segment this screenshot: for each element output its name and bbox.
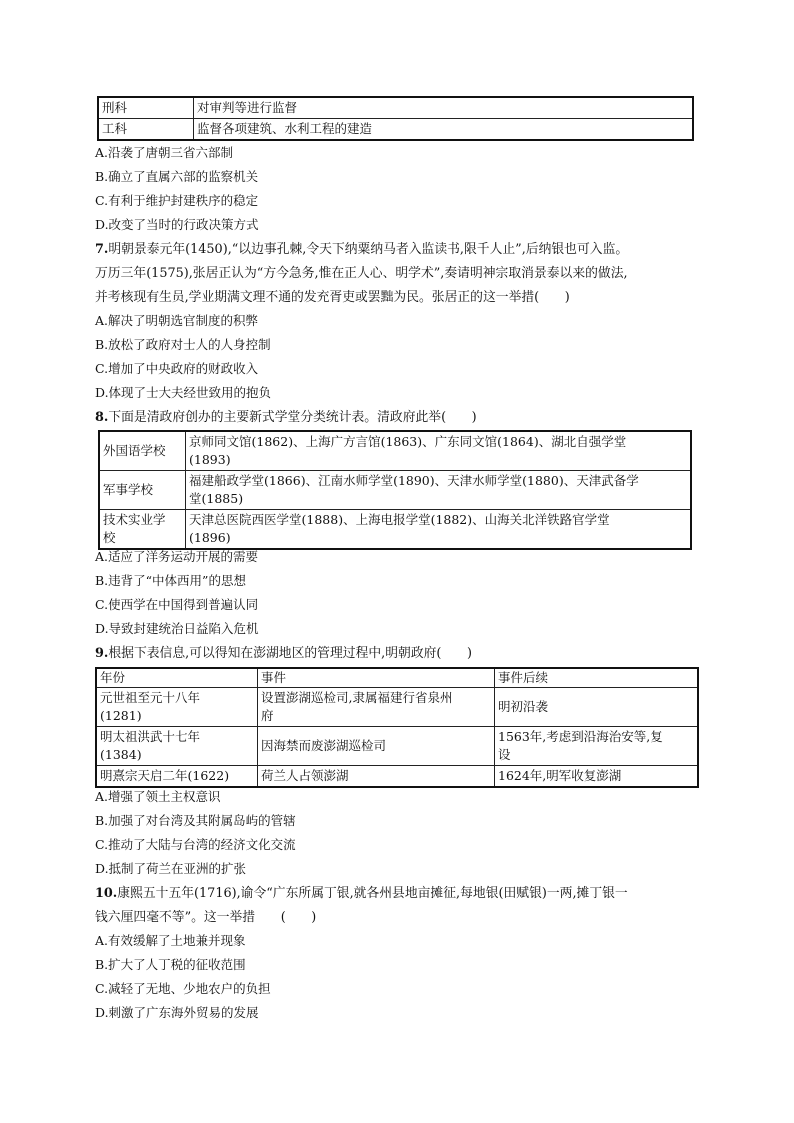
table-row [99, 431, 691, 471]
q6-option-d: D.改变了当时的行政决策方式 [95, 217, 259, 232]
table-cell-category: 外国语学校 [99, 431, 186, 471]
supervision-table [97, 96, 694, 141]
q7-option-a: A.解决了明朝选官制度的积弊 [95, 313, 259, 328]
table-cell-label: 工科 [98, 119, 194, 141]
q10-option-b: B.扩大了人丁税的征收范围 [95, 957, 246, 972]
penghu-table [95, 667, 699, 788]
table-cell-after: 1563年,考虑到沿海治安等,复 设 [495, 727, 699, 766]
q9-option-b: B.加强了对台湾及其附属岛屿的管辖 [95, 813, 296, 828]
q8-option-d: D.导致封建统治日益陷入危机 [95, 621, 259, 636]
table-row [96, 766, 698, 788]
table-cell-after: 明初沿袭 [495, 688, 699, 727]
q10-option-c: C.减轻了无地、少地农户的负担 [95, 981, 271, 996]
table-header: 年份 [96, 668, 258, 688]
question-number: 8. [95, 410, 109, 425]
question-number: 9. [95, 646, 109, 661]
table-cell-year: 元世祖至元十八年 (1281) [96, 688, 258, 727]
table-row [98, 97, 693, 119]
table-cell-after: 1624年,明军收复澎湖 [495, 766, 699, 788]
q8-option-a: A.适应了洋务运动开展的需要 [95, 549, 259, 564]
q7-option-d: D.体现了士大夫经世致用的抱负 [95, 385, 272, 400]
q10-stem-line-2: 钱六厘四毫不等”。这一举措 ( ) [95, 910, 317, 925]
table-cell-year: 明太祖洪武十七年 (1384) [96, 727, 258, 766]
table-header-row [96, 668, 698, 688]
table-cell-desc: 监督各项建筑、水利工程的建造 [194, 119, 694, 141]
table-cell-schools: 京师同文馆(1862)、上海广方言馆(1863)、广东同文馆(1864)、湖北自强学堂 (1893) [186, 431, 692, 471]
q7-option-c: C.增加了中央政府的财政收入 [95, 361, 259, 376]
q9-option-d: D.抵制了荷兰在亚洲的扩张 [95, 861, 247, 876]
q10-stem-line-1: 10.康熙五十五年(1716),谕令“广东所属丁银,就各州县地亩摊征,每地银(田赋银)一两,摊丁银一 [95, 886, 628, 901]
table-cell-year: 明熹宗天启二年(1622) [96, 766, 258, 788]
table-header: 事件 [258, 668, 495, 688]
table-row [96, 727, 698, 766]
table-row [99, 510, 691, 550]
q7-stem-line-1: 7.明朝景泰元年(1450),“以边事孔棘,令天下纳粟纳马者入监读书,限千人止”,后纳银也可入监。 [95, 242, 629, 257]
table-cell-desc: 对审判等进行监督 [194, 97, 694, 119]
question-number: 7. [95, 242, 109, 257]
q7-stem-line-3: 并考核现有生员,学业期满文理不通的发充胥吏或罢黜为民。张居正的这一举措( ) [95, 290, 570, 305]
table-cell-label: 刑科 [98, 97, 194, 119]
q9-stem: 9.根据下表信息,可以得知在澎湖地区的管理过程中,明朝政府( ) [95, 646, 472, 661]
table-row [96, 688, 698, 727]
table-cell-event: 设置澎湖巡检司,隶属福建行省泉州 府 [258, 688, 495, 727]
q9-option-c: C.推动了大陆与台湾的经济文化交流 [95, 837, 296, 852]
table-header: 事件后续 [495, 668, 699, 688]
q10-option-a: A.有效缓解了土地兼并现象 [95, 933, 246, 948]
q6-option-a: A.沿袭了唐朝三省六部制 [95, 145, 234, 160]
q8-option-c: C.使西学在中国得到普遍认同 [95, 597, 259, 612]
q7-stem-line-2: 万历三年(1575),张居正认为“方今急务,惟在正人心、明学术”,奏请明神宗取消景泰以来的做法, [95, 266, 628, 281]
table-cell-category: 技术实业学 校 [99, 510, 186, 550]
q6-option-c: C.有利于维护封建秩序的稳定 [95, 193, 259, 208]
table-cell-event: 因海禁而废澎湖巡检司 [258, 727, 495, 766]
q8-stem: 8.下面是清政府创办的主要新式学堂分类统计表。清政府此举( ) [95, 410, 477, 425]
q10-option-d: D.刺激了广东海外贸易的发展 [95, 1005, 259, 1020]
table-cell-schools: 福建船政学堂(1866)、江南水师学堂(1890)、天津水师学堂(1880)、天津武备学 堂(1885) [186, 471, 692, 510]
table-cell-category: 军事学校 [99, 471, 186, 510]
q9-option-a: A.增强了领土主权意识 [95, 789, 221, 804]
question-number: 10. [95, 886, 118, 901]
table-cell-schools: 天津总医院西医学堂(1888)、上海电报学堂(1882)、山海关北洋铁路官学堂 (1896) [186, 510, 692, 550]
q6-option-b: B.确立了直属六部的监察机关 [95, 169, 259, 184]
table-row [99, 471, 691, 510]
q7-option-b: B.放松了政府对士人的人身控制 [95, 337, 271, 352]
table-cell-event: 荷兰人占领澎湖 [258, 766, 495, 788]
q8-option-b: B.违背了“中体西用”的思想 [95, 573, 246, 588]
table-row [98, 119, 693, 141]
school-table [98, 430, 692, 550]
